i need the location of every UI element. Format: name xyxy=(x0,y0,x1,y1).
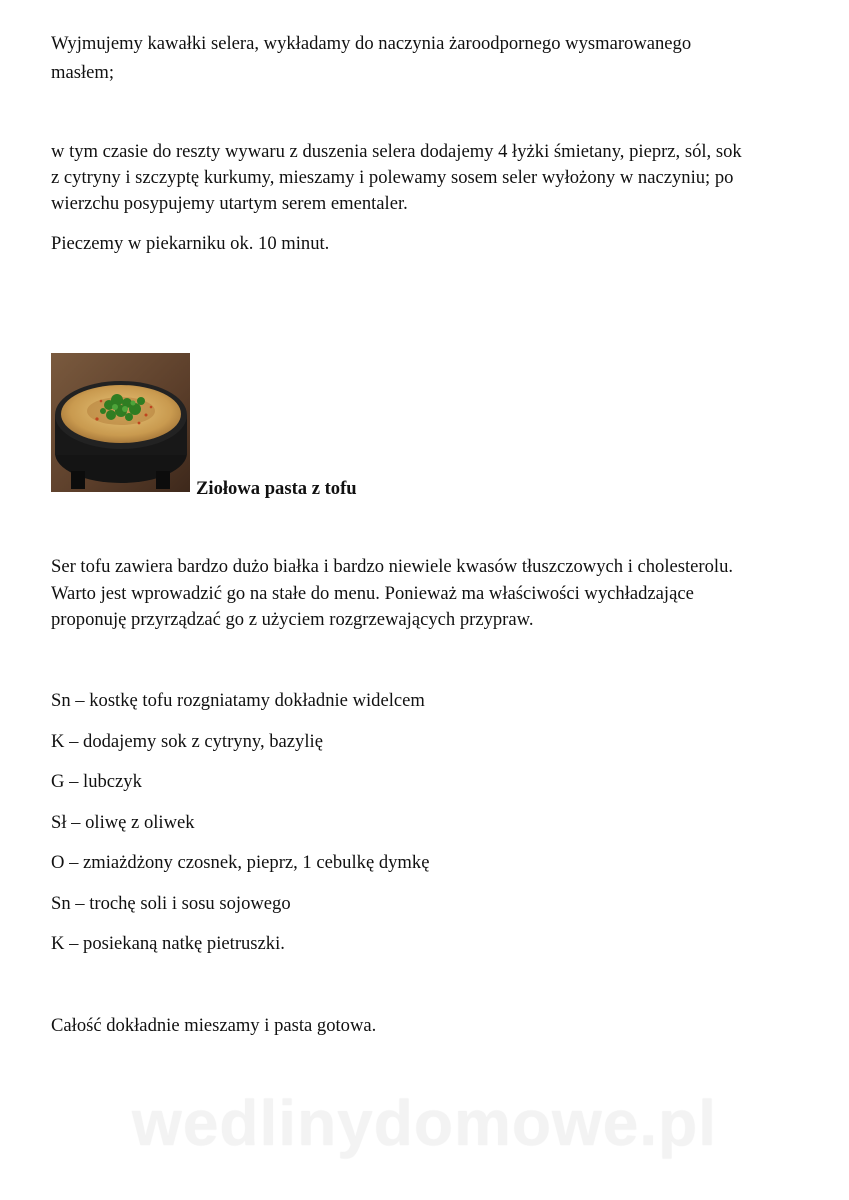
step-item: Sł – oliwę z oliwek xyxy=(51,812,195,833)
closing-line: Całość dokładnie mieszamy i pasta gotowa. xyxy=(51,1015,377,1036)
step-item: Sn – trochę soli i sosu sojowego xyxy=(51,893,291,914)
step-item: K – posiekaną natkę pietruszki. xyxy=(51,933,285,954)
paragraph-line: Wyjmujemy kawałki selera, wykładamy do naczynia żaroodpornego wysmarowanego xyxy=(51,33,692,54)
intro-line: Warto jest wprowadzić go na stałe do menu. Ponieważ ma właściwości wychładzające xyxy=(51,583,694,604)
paragraph-line: z cytryny i szczyptę kurkumy, mieszamy i polewamy sosem seler wyłożony w naczyniu; po xyxy=(51,167,734,188)
paragraph-line: masłem; xyxy=(51,62,114,83)
paragraph-line: wierzchu posypujemy utartym serem ementaler. xyxy=(51,193,408,214)
recipe-title: Ziołowa pasta z tofu xyxy=(196,478,357,499)
step-item: O – zmiażdżony czosnek, pieprz, 1 cebulkę dymkę xyxy=(51,852,430,873)
paragraph-line: w tym czasie do reszty wywaru z duszenia selera dodajemy 4 łyżki śmietany, pieprz, sól, sok xyxy=(51,141,742,162)
step-item: G – lubczyk xyxy=(51,771,142,792)
watermark: wedlinydomowe.pl xyxy=(132,1087,717,1159)
intro-line: proponuję przyrządzać go z użyciem rozgrzewających przypraw. xyxy=(51,609,534,630)
step-item: Sn – kostkę tofu rozgniatamy dokładnie widelcem xyxy=(51,690,425,711)
intro-line: Ser tofu zawiera bardzo dużo białka i bardzo niewiele kwasów tłuszczowych i cholesterolu. xyxy=(51,556,734,577)
step-item: K – dodajemy sok z cytryny, bazylię xyxy=(51,731,323,752)
tofu-paste-bowl-photo xyxy=(51,353,190,492)
paragraph-line: Pieczemy w piekarniku ok. 10 minut. xyxy=(51,233,330,254)
